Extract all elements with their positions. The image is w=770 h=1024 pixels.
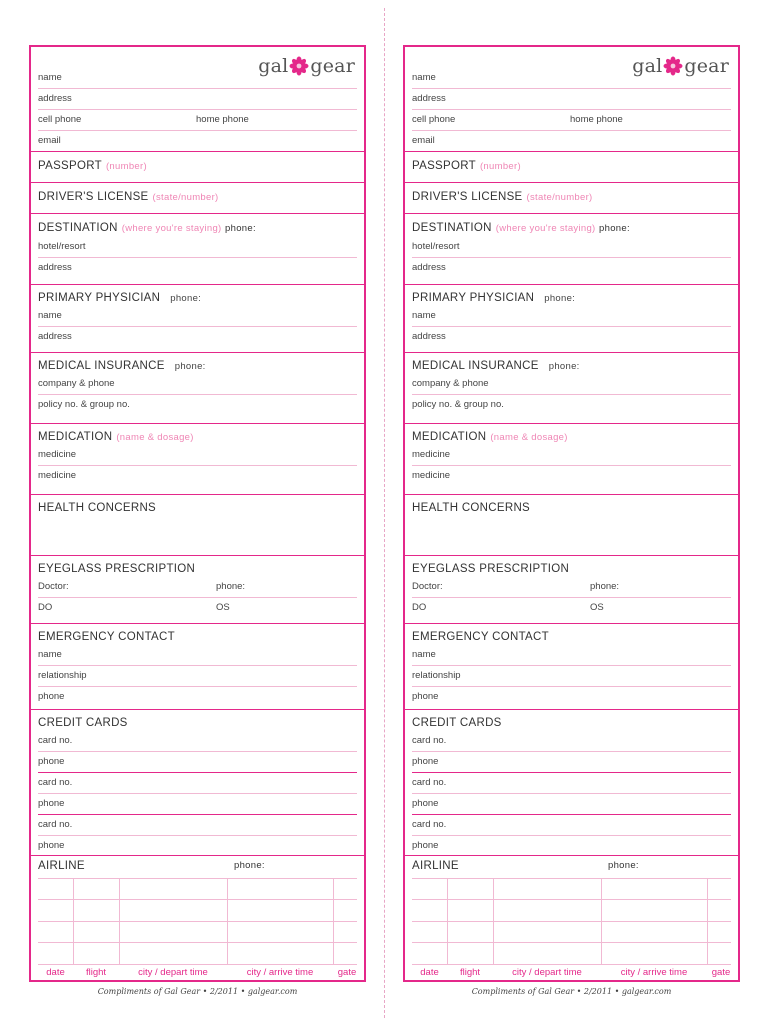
license-section	[31, 182, 364, 214]
airline-section	[31, 855, 364, 981]
destination-phone-label: phone:	[225, 223, 256, 234]
credit-section	[31, 709, 364, 856]
company-field[interactable]	[412, 373, 731, 395]
emergency-name-field[interactable]	[38, 644, 357, 666]
doctor-phone-label: phone:	[590, 581, 620, 592]
doctor-label: Doctor:	[412, 581, 443, 592]
address-label: address	[412, 93, 446, 104]
policy-label: policy no. & group no.	[412, 399, 504, 410]
airline-grid[interactable]	[38, 878, 357, 978]
card-phone-label-3: phone	[412, 840, 439, 851]
cell-phone-label: cell phone	[412, 114, 456, 125]
emergency-title: EMERGENCY CONTACT	[38, 631, 175, 643]
physician-address-field[interactable]	[412, 326, 731, 347]
destination-address-label: address	[38, 262, 72, 273]
credit-section	[405, 709, 738, 856]
card-no-field-2[interactable]	[38, 772, 357, 794]
emergency-title: EMERGENCY CONTACT	[412, 631, 549, 643]
hotel-field[interactable]	[412, 236, 731, 258]
grid-col-line	[73, 878, 74, 964]
destination-hint: (where you're staying)	[121, 223, 222, 234]
physician-name-label: name	[38, 310, 62, 321]
physician-name-label: name	[412, 310, 436, 321]
airline-phone-label: phone:	[234, 860, 265, 871]
relationship-label: relationship	[38, 670, 87, 681]
col-depart: city / depart time	[512, 967, 582, 978]
doctor-field[interactable]	[38, 576, 357, 598]
address-field[interactable]	[412, 88, 731, 110]
medicine-field-2[interactable]	[38, 465, 357, 486]
medication-section	[405, 423, 738, 495]
name-field[interactable]	[412, 67, 731, 89]
emergency-name-label: name	[38, 649, 62, 660]
grid-col-line	[707, 878, 708, 964]
card-phone-field-3[interactable]	[412, 835, 731, 856]
physician-address-label: address	[412, 331, 446, 342]
destination-address-field[interactable]	[38, 257, 357, 278]
doctor-label: Doctor:	[38, 581, 69, 592]
credit-title: CREDIT CARDS	[412, 717, 502, 729]
grid-line	[38, 964, 357, 965]
col-flight: flight	[459, 967, 481, 978]
relationship-label: relationship	[412, 670, 461, 681]
passport-title: PASSPORT	[412, 160, 476, 172]
grid-line	[412, 964, 731, 965]
grid-line	[412, 878, 731, 879]
cell-phone-field[interactable]	[412, 109, 731, 131]
od-label: DO	[412, 602, 427, 613]
destination-address-field[interactable]	[412, 257, 731, 278]
health-section	[31, 494, 364, 556]
email-field[interactable]	[38, 130, 357, 151]
logo-text-gal: gal	[258, 55, 289, 77]
grid-line	[412, 921, 731, 922]
destination-section	[405, 213, 738, 285]
emergency-phone-label: phone	[38, 691, 65, 702]
medicine-label-1: medicine	[38, 449, 77, 460]
airline-heading	[38, 856, 357, 876]
doctor-phone-label: phone:	[216, 581, 246, 592]
license-heading[interactable]	[38, 187, 357, 207]
hotel-label: hotel/resort	[412, 241, 460, 252]
medicine-label-2: medicine	[38, 470, 77, 481]
col-arrive: city / arrive time	[620, 967, 688, 978]
insurance-title: MEDICAL INSURANCE	[412, 360, 539, 372]
footer-right: Compliments of Gal Gear • 2/2011 • galgear.com	[471, 987, 672, 996]
airline-title: AIRLINE	[38, 860, 85, 872]
personal-section	[31, 47, 364, 151]
airline-section	[405, 855, 738, 981]
policy-field[interactable]	[412, 394, 731, 415]
col-date: date	[46, 967, 65, 978]
destination-heading[interactable]	[412, 218, 731, 238]
medicine-field-1[interactable]	[412, 444, 731, 466]
card-phone-label-1: phone	[38, 756, 65, 767]
home-phone-label: home phone	[196, 114, 249, 125]
grid-col-line	[333, 878, 334, 964]
physician-title: PRIMARY PHYSICIAN	[412, 292, 535, 304]
policy-label: policy no. & group no.	[38, 399, 130, 410]
airline-heading	[412, 856, 731, 876]
destination-hint: (where you're staying)	[495, 223, 596, 234]
company-label: company & phone	[38, 378, 115, 389]
info-card-left	[29, 45, 366, 982]
grid-col-line	[601, 878, 602, 964]
grid-line	[38, 942, 357, 943]
insurance-phone-label: phone:	[548, 361, 580, 372]
grid-line	[38, 899, 357, 900]
license-title: DRIVER'S LICENSE	[412, 191, 523, 203]
company-label: company & phone	[412, 378, 489, 389]
col-depart: city / depart time	[138, 967, 208, 978]
card-phone-label-2: phone	[38, 798, 65, 809]
os-label: OS	[590, 602, 604, 613]
card-no-field-1[interactable]	[38, 730, 357, 752]
grid-line	[38, 921, 357, 922]
medication-section	[31, 423, 364, 495]
card-no-label-3: card no.	[38, 819, 73, 830]
card-no-field-3[interactable]	[412, 814, 731, 836]
emergency-phone-field[interactable]	[38, 686, 357, 707]
doctor-field[interactable]	[412, 576, 731, 598]
card-phone-field-2[interactable]	[38, 793, 357, 815]
name-label: name	[38, 72, 62, 83]
personal-section	[405, 47, 738, 151]
emergency-name-label: name	[412, 649, 436, 660]
medication-title: MEDICATION	[412, 431, 487, 443]
passport-title: PASSPORT	[38, 160, 102, 172]
cell-phone-label: cell phone	[38, 114, 82, 125]
name-field[interactable]	[38, 67, 357, 89]
destination-phone-label: phone:	[599, 223, 630, 234]
physician-phone-label: phone:	[544, 293, 576, 304]
os-label: OS	[216, 602, 230, 613]
airline-title: AIRLINE	[412, 860, 459, 872]
health-heading[interactable]	[412, 498, 731, 518]
eyeglass-title: EYEGLASS PRESCRIPTION	[412, 563, 570, 575]
card-no-field-2[interactable]	[412, 772, 731, 794]
physician-title: PRIMARY PHYSICIAN	[38, 292, 161, 304]
emergency-name-field[interactable]	[412, 644, 731, 666]
logo-text-gear: gear	[310, 55, 355, 77]
emergency-phone-field[interactable]	[412, 686, 731, 707]
insurance-section	[31, 352, 364, 424]
license-hint: (state/number)	[152, 192, 219, 203]
card-no-field-1[interactable]	[412, 730, 731, 752]
emergency-section	[31, 623, 364, 710]
prescription-field[interactable]	[38, 597, 357, 618]
airline-grid[interactable]	[412, 878, 731, 978]
license-section	[405, 182, 738, 214]
destination-address-label: address	[412, 262, 446, 273]
grid-line	[38, 878, 357, 879]
passport-section	[405, 151, 738, 183]
physician-section	[405, 284, 738, 353]
license-hint: (state/number)	[526, 192, 593, 203]
passport-hint: (number)	[105, 161, 147, 172]
physician-phone-label: phone:	[170, 293, 202, 304]
physician-name-field[interactable]	[38, 305, 357, 327]
insurance-phone-label: phone:	[174, 361, 206, 372]
card-no-label-2: card no.	[412, 777, 447, 788]
credit-title: CREDIT CARDS	[38, 717, 128, 729]
grid-col-line	[447, 878, 448, 964]
card-no-label-1: card no.	[412, 735, 447, 746]
card-phone-field-2[interactable]	[412, 793, 731, 815]
od-label: DO	[38, 602, 53, 613]
passport-hint: (number)	[479, 161, 521, 172]
medicine-field-2[interactable]	[412, 465, 731, 486]
address-field[interactable]	[38, 88, 357, 110]
card-no-label-1: card no.	[38, 735, 73, 746]
grid-line	[412, 942, 731, 943]
company-field[interactable]	[38, 373, 357, 395]
info-card-right	[403, 45, 740, 982]
col-date: date	[420, 967, 439, 978]
relationship-field[interactable]	[38, 665, 357, 687]
card-phone-field-1[interactable]	[412, 751, 731, 773]
policy-field[interactable]	[38, 394, 357, 415]
insurance-title: MEDICAL INSURANCE	[38, 360, 165, 372]
logo-text-gal: gal	[632, 55, 663, 77]
physician-address-field[interactable]	[38, 326, 357, 347]
card-phone-label-2: phone	[412, 798, 439, 809]
card-no-label-2: card no.	[38, 777, 73, 788]
passport-heading[interactable]	[412, 156, 731, 176]
physician-address-label: address	[38, 331, 72, 342]
medicine-label-2: medicine	[412, 470, 451, 481]
grid-col-line	[493, 878, 494, 964]
card-phone-label-3: phone	[38, 840, 65, 851]
eyeglass-section	[405, 555, 738, 624]
grid-line	[412, 899, 731, 900]
col-gate: gate	[711, 967, 731, 978]
passport-heading[interactable]	[38, 156, 357, 176]
destination-heading[interactable]	[38, 218, 357, 238]
email-label: email	[38, 135, 61, 146]
home-phone-label: home phone	[570, 114, 623, 125]
prescription-field[interactable]	[412, 597, 731, 618]
grid-col-line	[227, 878, 228, 964]
relationship-field[interactable]	[412, 665, 731, 687]
emergency-section	[405, 623, 738, 710]
col-flight: flight	[85, 967, 107, 978]
passport-section	[31, 151, 364, 183]
card-phone-label-1: phone	[412, 756, 439, 767]
license-title: DRIVER'S LICENSE	[38, 191, 149, 203]
hotel-label: hotel/resort	[38, 241, 86, 252]
logo-text-gear: gear	[684, 55, 729, 77]
destination-title: DESTINATION	[38, 222, 118, 234]
hotel-field[interactable]	[38, 236, 357, 258]
medication-hint: (name & dosage)	[490, 432, 568, 443]
medication-hint: (name & dosage)	[116, 432, 194, 443]
emergency-phone-label: phone	[412, 691, 439, 702]
card-phone-field-1[interactable]	[38, 751, 357, 773]
health-heading[interactable]	[38, 498, 357, 518]
card-no-label-3: card no.	[412, 819, 447, 830]
physician-name-field[interactable]	[412, 305, 731, 327]
card-phone-field-3[interactable]	[38, 835, 357, 856]
footer-left: Compliments of Gal Gear • 2/2011 • galgear.com	[97, 987, 298, 996]
insurance-section	[405, 352, 738, 424]
physician-section	[31, 284, 364, 353]
card-no-field-3[interactable]	[38, 814, 357, 836]
email-field[interactable]	[412, 130, 731, 151]
address-label: address	[38, 93, 72, 104]
col-gate: gate	[337, 967, 357, 978]
license-heading[interactable]	[412, 187, 731, 207]
destination-title: DESTINATION	[412, 222, 492, 234]
grid-col-line	[119, 878, 120, 964]
medication-title: MEDICATION	[38, 431, 113, 443]
cell-phone-field[interactable]	[38, 109, 357, 131]
health-title: HEALTH CONCERNS	[412, 502, 531, 514]
eyeglass-section	[31, 555, 364, 624]
medicine-field-1[interactable]	[38, 444, 357, 466]
medicine-label-1: medicine	[412, 449, 451, 460]
col-arrive: city / arrive time	[246, 967, 314, 978]
cut-line	[384, 8, 385, 1018]
health-title: HEALTH CONCERNS	[38, 502, 157, 514]
eyeglass-title: EYEGLASS PRESCRIPTION	[38, 563, 196, 575]
name-label: name	[412, 72, 436, 83]
destination-section	[31, 213, 364, 285]
health-section	[405, 494, 738, 556]
email-label: email	[412, 135, 435, 146]
airline-phone-label: phone:	[608, 860, 639, 871]
